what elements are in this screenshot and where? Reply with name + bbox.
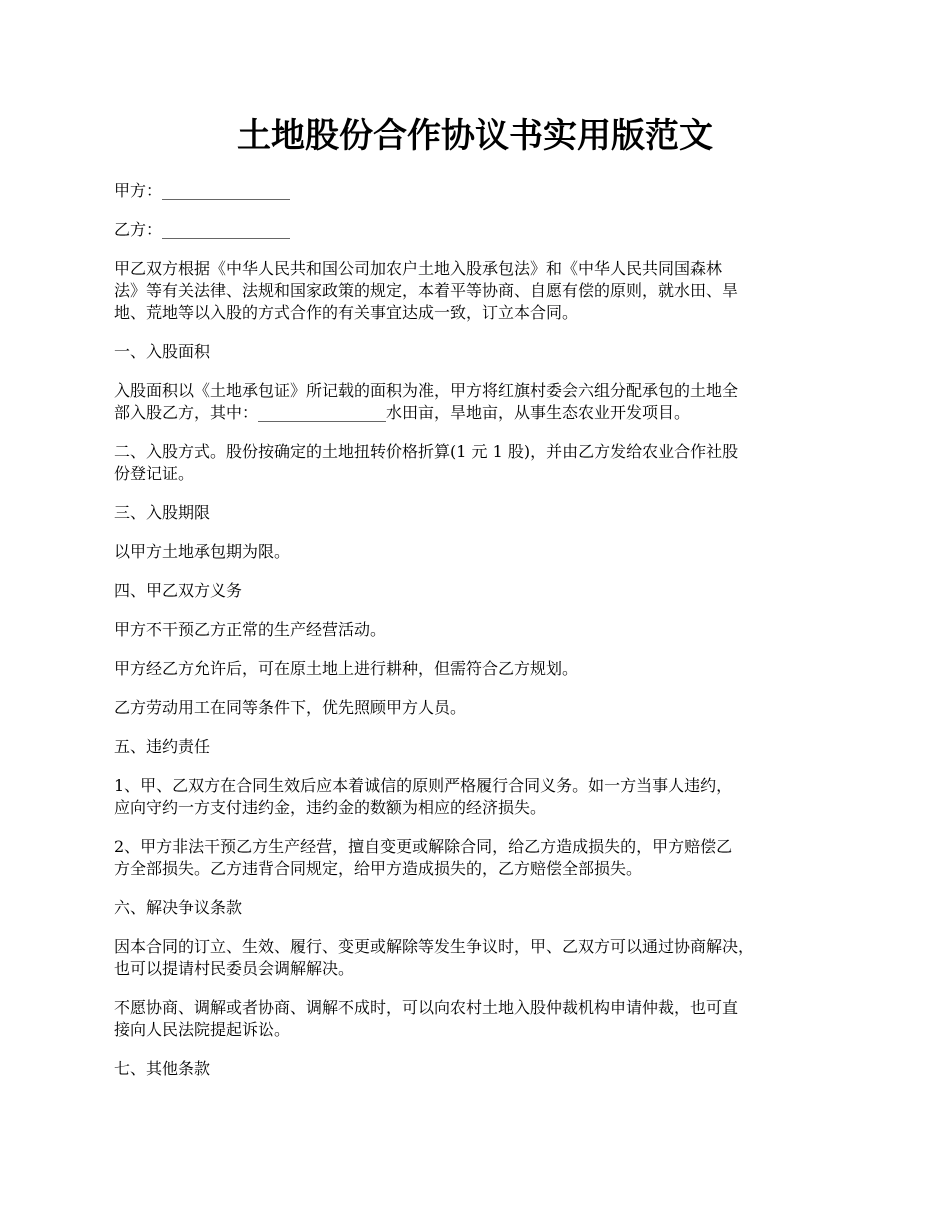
paragraph-line: 甲方经乙方允许后，可在原土地上进行耕种，但需符合乙方规划。 (114, 659, 579, 678)
paragraph (114, 836, 844, 880)
paragraph-line: 甲乙双方根据《中华人民共和国公司加农户土地入股承包法》和《中华人民共同国森林 (114, 259, 723, 278)
paragraph-line: 乙方劳动用工在同等条件下，优先照顾甲方人员。 (114, 698, 467, 717)
paragraph-line: 甲方不干预乙方正常的生产经营活动。 (114, 620, 387, 639)
paragraph-line: 法》等有关法律、法规和国家政策的规定，本着平等协商、自愿有偿的原则，就水田、旱 (114, 281, 739, 300)
document-body (114, 180, 844, 1097)
paragraph-line: 甲方：________________ (114, 181, 291, 200)
paragraph (114, 380, 844, 424)
paragraph-line: 2、甲方非法干预乙方生产经营，擅自变更或解除合同，给乙方造成损失的，甲方赔偿乙 (114, 837, 733, 856)
paragraph-line: 四、甲乙双方义务 (114, 581, 243, 600)
paragraph-line: 三、入股期限 (114, 503, 211, 522)
paragraph-line: 因本合同的订立、生效、履行、变更或解除等发生争议时，甲、乙双方可以通过协商解决， (114, 937, 755, 956)
paragraph-line: 也可以提请村民委员会调解解决。 (114, 959, 355, 978)
paragraph-line: 乙方：________________ (114, 220, 291, 239)
paragraph (114, 936, 844, 980)
document-title: 土地股份合作协议书实用版范文 (237, 116, 713, 156)
paragraph (114, 619, 844, 641)
paragraph (114, 736, 844, 758)
paragraph-line: 份登记证。 (114, 464, 195, 483)
paragraph-line: 一、入股面积 (114, 342, 211, 361)
paragraph (114, 541, 844, 563)
paragraph (114, 180, 844, 202)
paragraph-line: 部入股乙方，其中：________________水田亩，旱地亩，从事生态农业开发项目。 (114, 403, 691, 422)
paragraph (114, 441, 844, 485)
paragraph (114, 658, 844, 680)
paragraph-line: 接向人民法院提起诉讼。 (114, 1020, 291, 1039)
paragraph-line: 不愿协商、调解或者协商、调解不成时，可以向农村土地入股仲裁机构申请仲裁，也可直 (114, 998, 739, 1017)
paragraph (114, 341, 844, 363)
paragraph (114, 775, 844, 819)
paragraph (114, 219, 844, 241)
paragraph (114, 897, 844, 919)
paragraph (114, 258, 844, 324)
paragraph (114, 502, 844, 524)
paragraph-line: 以甲方土地承包期为限。 (114, 542, 291, 561)
paragraph (114, 997, 844, 1041)
paragraph-line: 方全部损失。乙方违背合同规定，给甲方造成损失的，乙方赔偿全部损失。 (114, 859, 643, 878)
paragraph (114, 697, 844, 719)
paragraph-line: 地、荒地等以入股的方式合作的有关事宜达成一致，订立本合同。 (114, 303, 579, 322)
paragraph-line: 二、入股方式。股份按确定的土地扭转价格折算(1 元 1 股)，并由乙方发给农业合作社股 (114, 442, 739, 461)
paragraph-line: 1、甲、乙双方在合同生效后应本着诚信的原则严格履行合同义务。如一方当事人违约， (114, 776, 733, 795)
paragraph-line: 六、解决争议条款 (114, 898, 243, 917)
paragraph-line: 五、违约责任 (114, 737, 211, 756)
paragraph-line: 入股面积以《土地承包证》所记载的面积为准，甲方将红旗村委会六组分配承包的土地全 (114, 381, 739, 400)
paragraph (114, 1058, 844, 1080)
paragraph (114, 580, 844, 602)
paragraph-line: 七、其他条款 (114, 1059, 211, 1078)
paragraph-line: 应向守约一方支付违约金，违约金的数额为相应的经济损失。 (114, 798, 547, 817)
